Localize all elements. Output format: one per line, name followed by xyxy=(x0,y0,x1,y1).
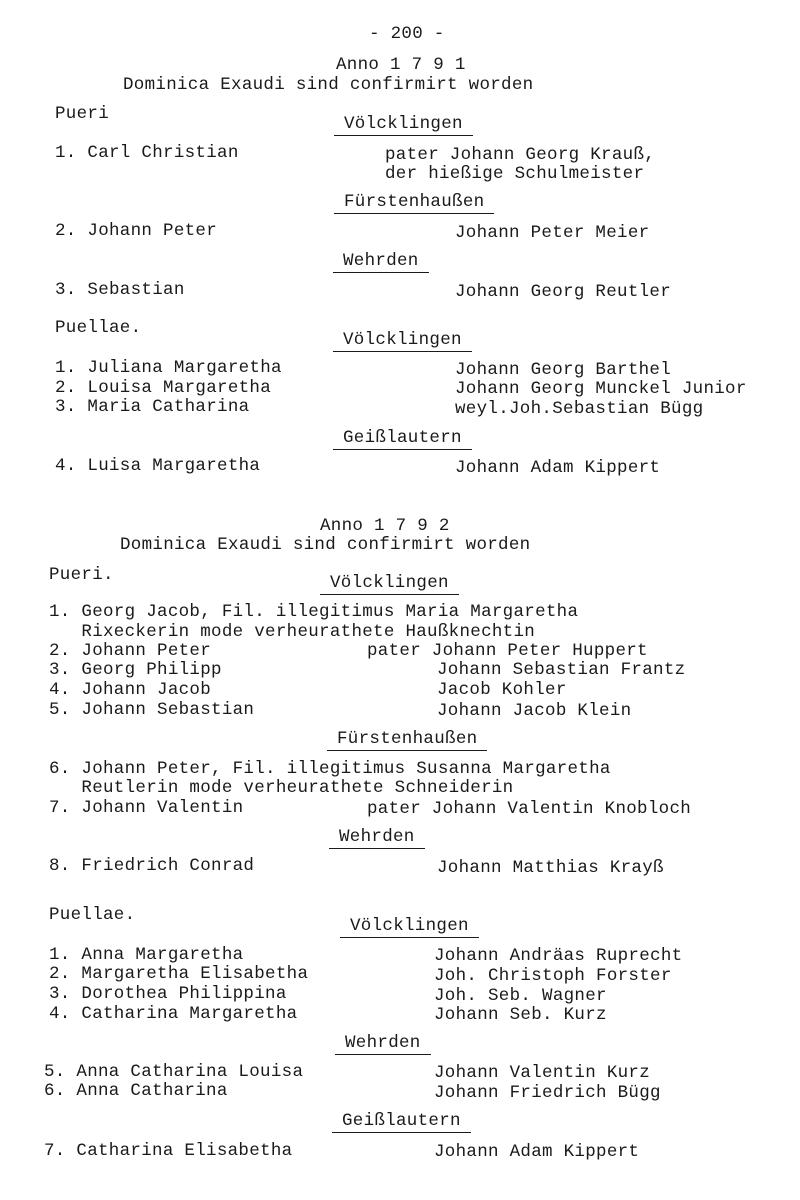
place-heading: Völcklingen xyxy=(340,916,479,938)
year-heading-1791: Anno 1 7 9 1 xyxy=(336,55,466,75)
parent-name: Johann Georg Barthel xyxy=(455,360,672,380)
parent-name: Joh. Christoph Forster xyxy=(434,966,672,986)
parent-name: Johann Matthias Krayß xyxy=(437,858,664,878)
child-name: 1. Carl Christian xyxy=(55,143,239,163)
parent-name: Johann Peter Meier xyxy=(455,223,650,243)
parent-name: Johann Sebastian Frantz xyxy=(437,660,686,680)
parent-name: Johann Seb. Kurz xyxy=(434,1005,607,1025)
place-heading: Völcklingen xyxy=(333,330,472,352)
place-heading: Wehrden xyxy=(335,1033,431,1055)
pueri-label-1792: Pueri. xyxy=(49,565,114,585)
child-name: 1. Georg Jacob, Fil. illegitimus Maria Margaretha xyxy=(49,602,579,622)
child-name: 3. Georg Philipp xyxy=(49,660,222,680)
place-heading: Wehrden xyxy=(329,827,425,849)
child-name: 2. Louisa Margaretha xyxy=(55,378,272,398)
child-name: 4. Johann Jacob xyxy=(49,680,212,700)
parent-name: Johann Valentin Kurz xyxy=(434,1063,651,1083)
child-name: 5. Anna Catharina Louisa xyxy=(44,1062,304,1082)
parent-name: pater Johann Georg Krauß, xyxy=(385,145,656,165)
child-name: 7. Johann Valentin xyxy=(49,798,244,818)
place-heading: Geißlautern xyxy=(332,1111,471,1133)
child-name: 2. Johann Peter xyxy=(49,641,212,661)
place-heading: Völcklingen xyxy=(334,114,473,136)
parent-name: pater Johann Peter Huppert xyxy=(367,641,648,661)
section-heading-1791: Dominica Exaudi sind confirmirt worden xyxy=(123,75,534,95)
section-heading-1792: Dominica Exaudi sind confirmirt worden xyxy=(120,535,531,555)
child-name: 4. Catharina Margaretha xyxy=(49,1004,298,1024)
child-name: 5. Johann Sebastian xyxy=(49,700,255,720)
child-note: Reutlerin mode verheurathete Schneiderin xyxy=(49,778,514,798)
child-name: 6. Anna Catharina xyxy=(44,1081,228,1101)
child-name: 2. Margaretha Elisabetha xyxy=(49,964,309,984)
child-name: 3. Sebastian xyxy=(55,280,185,300)
page-number: - 200 - xyxy=(369,24,445,44)
puellae-label-1792: Puellae. xyxy=(49,905,136,925)
parent-name: Joh. Seb. Wagner xyxy=(434,986,607,1006)
place-heading: Fürstenhaußen xyxy=(334,192,494,214)
child-name: 3. Dorothea Philippina xyxy=(49,984,287,1004)
child-note: Rixeckerin mode verheurathete Haußknechtin xyxy=(49,622,536,642)
parent-name: Johann Jacob Klein xyxy=(437,701,632,721)
child-name: 1. Anna Margaretha xyxy=(49,945,244,965)
parent-name: pater Johann Valentin Knobloch xyxy=(367,799,692,819)
parent-name: Jacob Kohler xyxy=(437,680,567,700)
parent-name: weyl.Joh.Sebastian Bügg xyxy=(455,399,704,419)
parent-name: Johann Andräas Ruprecht xyxy=(434,946,683,966)
parent-name: Johann Friedrich Bügg xyxy=(434,1083,661,1103)
year-heading-1792: Anno 1 7 9 2 xyxy=(320,516,450,536)
child-name: 6. Johann Peter, Fil. illegitimus Susanna Margaretha xyxy=(49,759,611,779)
child-name: 2. Johann Peter xyxy=(55,221,218,241)
place-heading: Geißlautern xyxy=(333,428,472,450)
child-name: 1. Juliana Margaretha xyxy=(55,358,282,378)
child-name: 7. Catharina Elisabetha xyxy=(44,1141,293,1161)
parent-note: der hießige Schulmeister xyxy=(385,164,645,184)
child-name: 4. Luisa Margaretha xyxy=(55,456,261,476)
pueri-label-1791: Pueri xyxy=(55,104,110,124)
place-heading: Völcklingen xyxy=(320,573,459,595)
puellae-label-1791: Puellae. xyxy=(55,318,142,338)
child-name: 8. Friedrich Conrad xyxy=(49,856,255,876)
parent-name: Johann Georg Munckel Junior xyxy=(455,379,747,399)
parent-name: Johann Georg Reutler xyxy=(455,282,672,302)
place-heading: Wehrden xyxy=(333,251,429,273)
place-heading: Fürstenhaußen xyxy=(327,729,487,751)
parent-name: Johann Adam Kippert xyxy=(455,458,661,478)
child-name: 3. Maria Catharina xyxy=(55,397,250,417)
parent-name: Johann Adam Kippert xyxy=(434,1142,640,1162)
